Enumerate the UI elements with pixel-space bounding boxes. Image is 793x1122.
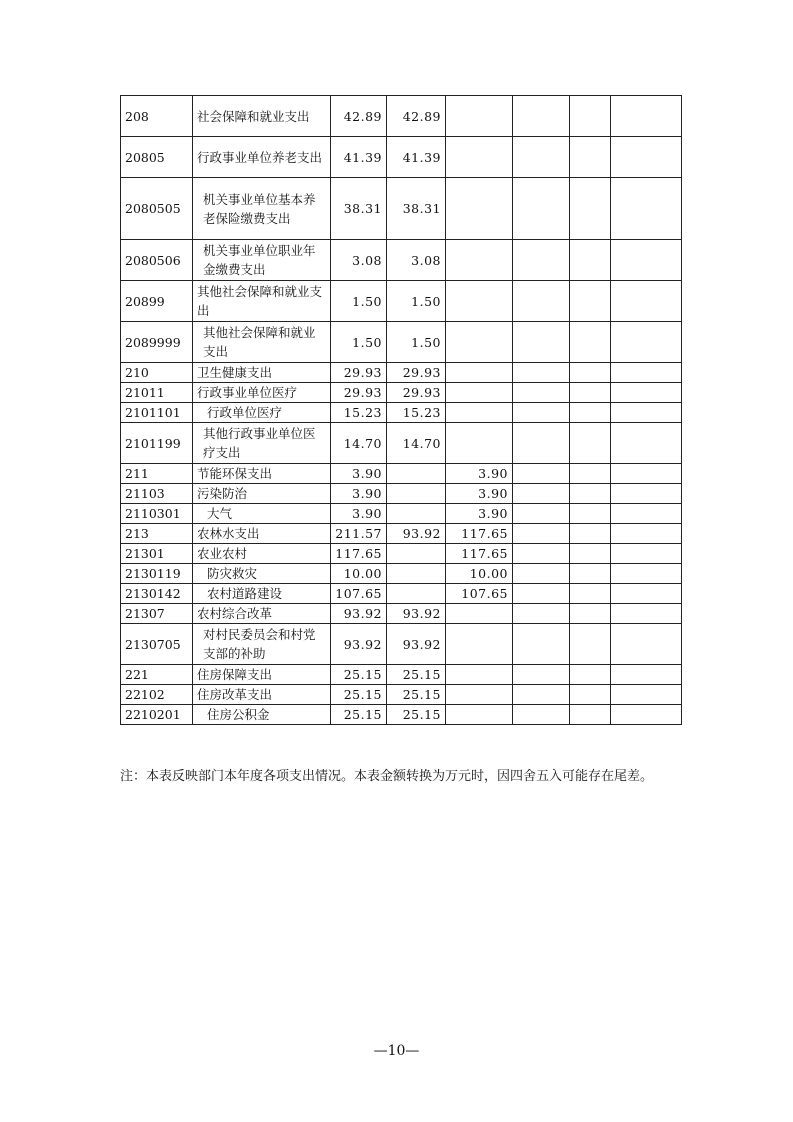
basic-amount: 1.50	[387, 322, 446, 363]
function-name: 对村民委员会和村党支部的补助	[193, 624, 331, 665]
project-amount: 3.90	[446, 484, 513, 504]
empty-cell	[570, 584, 611, 604]
total-amount: 3.08	[331, 240, 387, 281]
total-amount: 25.15	[331, 665, 387, 685]
function-name: 大气	[193, 504, 331, 524]
total-amount: 3.90	[331, 464, 387, 484]
empty-cell	[611, 322, 682, 363]
total-amount: 42.89	[331, 96, 387, 137]
table-row	[121, 484, 682, 504]
basic-amount: 1.50	[387, 281, 446, 322]
total-amount: 25.15	[331, 685, 387, 705]
function-name: 住房公积金	[193, 705, 331, 725]
function-name: 农业农村	[193, 544, 331, 564]
total-amount: 15.23	[331, 403, 387, 423]
total-amount: 93.92	[331, 624, 387, 665]
empty-cell	[611, 484, 682, 504]
table-row	[121, 423, 682, 464]
basic-amount	[387, 564, 446, 584]
table-row	[121, 604, 682, 624]
empty-cell	[611, 584, 682, 604]
empty-cell	[611, 544, 682, 564]
function-name: 行政事业单位医疗	[193, 383, 331, 403]
empty-cell	[570, 96, 611, 137]
project-amount	[446, 665, 513, 685]
empty-cell	[513, 504, 570, 524]
basic-amount: 15.23	[387, 403, 446, 423]
empty-cell	[513, 624, 570, 665]
empty-cell	[570, 403, 611, 423]
function-code: 2089999	[121, 322, 193, 363]
empty-cell	[570, 524, 611, 544]
function-code: 2130705	[121, 624, 193, 665]
empty-cell	[611, 665, 682, 685]
empty-cell	[570, 322, 611, 363]
table-row	[121, 322, 682, 363]
empty-cell	[570, 240, 611, 281]
function-name: 其他行政事业单位医疗支出	[193, 423, 331, 464]
basic-amount: 29.93	[387, 383, 446, 403]
empty-cell	[570, 705, 611, 725]
empty-cell	[611, 403, 682, 423]
empty-cell	[611, 464, 682, 484]
empty-cell	[611, 685, 682, 705]
function-code: 210	[121, 363, 193, 383]
project-amount	[446, 423, 513, 464]
basic-amount: 41.39	[387, 137, 446, 178]
empty-cell	[570, 604, 611, 624]
table-row	[121, 665, 682, 685]
function-code: 2080505	[121, 178, 193, 240]
total-amount: 38.31	[331, 178, 387, 240]
empty-cell	[570, 564, 611, 584]
empty-cell	[513, 464, 570, 484]
empty-cell	[570, 484, 611, 504]
project-amount	[446, 383, 513, 403]
total-amount: 211.57	[331, 524, 387, 544]
function-code: 213	[121, 524, 193, 544]
table-row	[121, 96, 682, 137]
basic-amount: 93.92	[387, 624, 446, 665]
basic-amount: 38.31	[387, 178, 446, 240]
table-footnote: 注：本表反映部门本年度各项支出情况。本表金额转换为万元时，因四舍五入可能存在尾差。	[120, 769, 654, 784]
basic-amount: 3.08	[387, 240, 446, 281]
page-number: —10—	[373, 1043, 420, 1059]
empty-cell	[513, 604, 570, 624]
project-amount	[446, 178, 513, 240]
empty-cell	[611, 705, 682, 725]
empty-cell	[570, 281, 611, 322]
table-row	[121, 281, 682, 322]
project-amount	[446, 604, 513, 624]
total-amount: 29.93	[331, 363, 387, 383]
basic-amount: 93.92	[387, 524, 446, 544]
table-row	[121, 464, 682, 484]
function-code: 2110301	[121, 504, 193, 524]
total-amount: 14.70	[331, 423, 387, 464]
empty-cell	[570, 504, 611, 524]
project-amount: 3.90	[446, 504, 513, 524]
total-amount: 25.15	[331, 705, 387, 725]
project-amount	[446, 240, 513, 281]
empty-cell	[611, 624, 682, 665]
project-amount	[446, 705, 513, 725]
function-code: 221	[121, 665, 193, 685]
total-amount: 117.65	[331, 544, 387, 564]
empty-cell	[570, 665, 611, 685]
total-amount: 107.65	[331, 584, 387, 604]
total-amount: 1.50	[331, 281, 387, 322]
empty-cell	[513, 403, 570, 423]
empty-cell	[513, 544, 570, 564]
empty-cell	[611, 281, 682, 322]
project-amount	[446, 96, 513, 137]
empty-cell	[611, 604, 682, 624]
empty-cell	[513, 484, 570, 504]
function-code: 22102	[121, 685, 193, 705]
project-amount	[446, 363, 513, 383]
function-code: 2101101	[121, 403, 193, 423]
project-amount: 107.65	[446, 584, 513, 604]
basic-amount	[387, 484, 446, 504]
project-amount: 117.65	[446, 544, 513, 564]
table-row	[121, 584, 682, 604]
function-code: 208	[121, 96, 193, 137]
function-code: 20899	[121, 281, 193, 322]
empty-cell	[570, 685, 611, 705]
function-code: 211	[121, 464, 193, 484]
function-name: 行政单位医疗	[193, 403, 331, 423]
function-name: 住房保障支出	[193, 665, 331, 685]
function-name: 污染防治	[193, 484, 331, 504]
function-name: 社会保障和就业支出	[193, 96, 331, 137]
function-name: 农林水支出	[193, 524, 331, 544]
empty-cell	[513, 685, 570, 705]
function-name: 机关事业单位职业年金缴费支出	[193, 240, 331, 281]
function-code: 21307	[121, 604, 193, 624]
total-amount: 3.90	[331, 504, 387, 524]
empty-cell	[513, 178, 570, 240]
basic-amount: 93.92	[387, 604, 446, 624]
function-name: 其他社会保障和就业支出	[193, 322, 331, 363]
project-amount	[446, 403, 513, 423]
empty-cell	[611, 240, 682, 281]
function-code: 2080506	[121, 240, 193, 281]
table-row	[121, 685, 682, 705]
function-name: 防灾救灾	[193, 564, 331, 584]
table-row	[121, 363, 682, 383]
empty-cell	[513, 423, 570, 464]
basic-amount	[387, 584, 446, 604]
total-amount: 3.90	[331, 484, 387, 504]
table-row	[121, 705, 682, 725]
basic-amount: 14.70	[387, 423, 446, 464]
total-amount: 10.00	[331, 564, 387, 584]
function-code: 20805	[121, 137, 193, 178]
empty-cell	[611, 564, 682, 584]
project-amount: 10.00	[446, 564, 513, 584]
table-row	[121, 178, 682, 240]
project-amount	[446, 322, 513, 363]
empty-cell	[611, 504, 682, 524]
empty-cell	[570, 383, 611, 403]
empty-cell	[611, 423, 682, 464]
table-row	[121, 137, 682, 178]
empty-cell	[570, 423, 611, 464]
function-code: 2130119	[121, 564, 193, 584]
table-row	[121, 504, 682, 524]
function-name: 其他社会保障和就业支出	[193, 281, 331, 322]
total-amount: 41.39	[331, 137, 387, 178]
empty-cell	[570, 624, 611, 665]
basic-amount: 25.15	[387, 705, 446, 725]
basic-amount	[387, 464, 446, 484]
empty-cell	[570, 137, 611, 178]
empty-cell	[570, 178, 611, 240]
total-amount: 29.93	[331, 383, 387, 403]
empty-cell	[611, 178, 682, 240]
expenditure-table	[120, 95, 682, 725]
project-amount: 117.65	[446, 524, 513, 544]
empty-cell	[513, 383, 570, 403]
table-row	[121, 544, 682, 564]
function-name: 行政事业单位养老支出	[193, 137, 331, 178]
basic-amount: 29.93	[387, 363, 446, 383]
total-amount: 93.92	[331, 604, 387, 624]
basic-amount: 42.89	[387, 96, 446, 137]
empty-cell	[513, 96, 570, 137]
empty-cell	[611, 96, 682, 137]
project-amount: 3.90	[446, 464, 513, 484]
table-row	[121, 524, 682, 544]
function-name: 机关事业单位基本养老保险缴费支出	[193, 178, 331, 240]
empty-cell	[513, 363, 570, 383]
table-row	[121, 564, 682, 584]
function-code: 21103	[121, 484, 193, 504]
function-code: 21011	[121, 383, 193, 403]
table-row	[121, 403, 682, 423]
empty-cell	[611, 383, 682, 403]
basic-amount	[387, 504, 446, 524]
empty-cell	[513, 564, 570, 584]
basic-amount	[387, 544, 446, 564]
empty-cell	[513, 705, 570, 725]
empty-cell	[513, 524, 570, 544]
empty-cell	[513, 281, 570, 322]
project-amount	[446, 281, 513, 322]
empty-cell	[513, 665, 570, 685]
project-amount	[446, 137, 513, 178]
basic-amount: 25.15	[387, 665, 446, 685]
function-code: 21301	[121, 544, 193, 564]
total-amount: 1.50	[331, 322, 387, 363]
empty-cell	[570, 363, 611, 383]
empty-cell	[513, 240, 570, 281]
table-row	[121, 383, 682, 403]
empty-cell	[570, 464, 611, 484]
function-code: 2130142	[121, 584, 193, 604]
empty-cell	[513, 137, 570, 178]
table-row	[121, 240, 682, 281]
project-amount	[446, 624, 513, 665]
function-name: 节能环保支出	[193, 464, 331, 484]
empty-cell	[611, 524, 682, 544]
empty-cell	[611, 363, 682, 383]
empty-cell	[570, 544, 611, 564]
function-name: 农村道路建设	[193, 584, 331, 604]
project-amount	[446, 685, 513, 705]
basic-amount: 25.15	[387, 685, 446, 705]
function-name: 卫生健康支出	[193, 363, 331, 383]
function-name: 住房改革支出	[193, 685, 331, 705]
function-code: 2210201	[121, 705, 193, 725]
function-name: 农村综合改革	[193, 604, 331, 624]
empty-cell	[513, 322, 570, 363]
empty-cell	[513, 584, 570, 604]
table-row	[121, 624, 682, 665]
empty-cell	[611, 137, 682, 178]
function-code: 2101199	[121, 423, 193, 464]
